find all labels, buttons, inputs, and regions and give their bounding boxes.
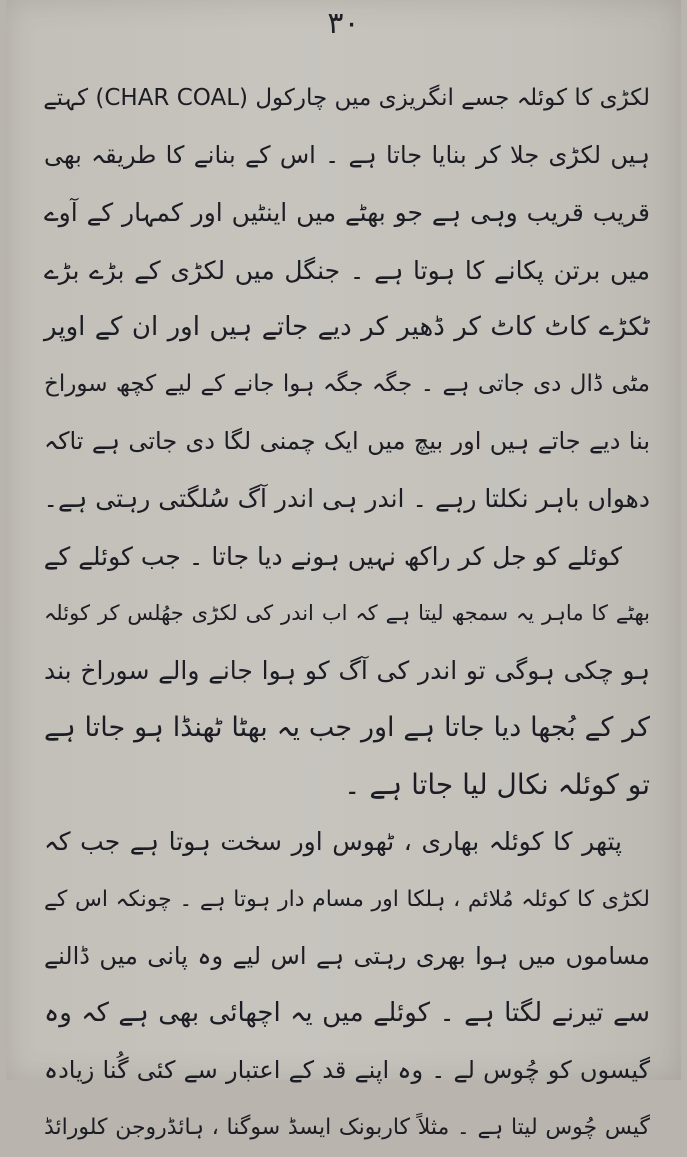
text-line: لکڑی کا کوئلہ مُلائم ، ہلکا اور مسام دار ہوتا ہے ۔ چونکہ اس کے xyxy=(44,886,650,912)
text-line: دھواں باہر نکلتا رہے ۔ اندر ہی اندر آگ سُلگتی رہتی ہے۔ xyxy=(43,484,650,514)
text-line: گیس چُوس لیتا ہے ۔ مثلاً کاربونک ایسڈ سوگنا ، ہائڈروجن کلورائڈ xyxy=(44,1115,650,1141)
text-line: میں برتن پکانے کا ہوتا ہے ۔ جنگل میں لکڑی کے بڑے بڑے xyxy=(44,255,650,285)
text-line: ہیں لکڑی جلا کر بنایا جاتا ہے ۔ اس کے بنانے کا طریقہ بھی xyxy=(44,141,650,170)
text-line: کوئلے کو جل کر راکھ نہیں ہونے دیا جاتا ۔ جب کوئلے کے xyxy=(43,541,622,571)
text-line: قریب قریب وہی ہے جو بھٹے میں اینٹیں اور کمہار کے آوے xyxy=(44,198,650,228)
page-number: ۳۰ xyxy=(327,6,360,41)
text-line: ٹکڑے کاٹ کاٹ کر ڈھیر کر دیے جاتے ہیں اور ان کے اوپر xyxy=(44,311,650,342)
text-line: سے تیرنے لگتا ہے ۔ کوئلے میں یہ اچھائی بھی ہے کہ وہ xyxy=(44,998,650,1028)
text-line: گیسوں کو چُوس لے ۔ وہ اپنے قد کے اعتبار سے کئی گُنا زیادہ xyxy=(44,1056,650,1085)
text-line: مساموں میں ہوا بھری رہتی ہے اس لیے وہ پانی میں ڈالنے xyxy=(44,941,650,970)
text-line: تو کوئلہ نکال لیا جاتا ہے ۔ xyxy=(344,768,650,802)
body-text xyxy=(44,70,650,1157)
text-line: بنا دیے جاتے ہیں اور بیچ میں ایک چمنی لگا دی جاتی ہے تاکہ xyxy=(44,427,650,456)
text-line: مٹی ڈال دی جاتی ہے ۔ جگہ جگہ ہوا جانے کے لیے کچھ سوراخ xyxy=(44,370,650,397)
text-line: بھٹے کا ماہر یہ سمجھ لیتا ہے کہ اب اندر کی لکڑی جھُلس کر کوئلہ xyxy=(44,600,650,625)
text-line: لکڑی کا کوئلہ جسے انگریزی میں چارکول (CHAR COAL) کہتے xyxy=(43,85,650,111)
text-line: کر کے بُجھا دیا جاتا ہے اور جب یہ بھٹا ٹھنڈا ہو جاتا ہے xyxy=(44,712,650,744)
text-line: ہو چکی ہوگی تو اندر کی آگ کو ہوا جانے والے سوراخ بند xyxy=(44,655,650,685)
text-line: پتھر کا کوئلہ بھاری ، ٹھوس اور سخت ہوتا ہے جب کہ xyxy=(44,827,622,857)
